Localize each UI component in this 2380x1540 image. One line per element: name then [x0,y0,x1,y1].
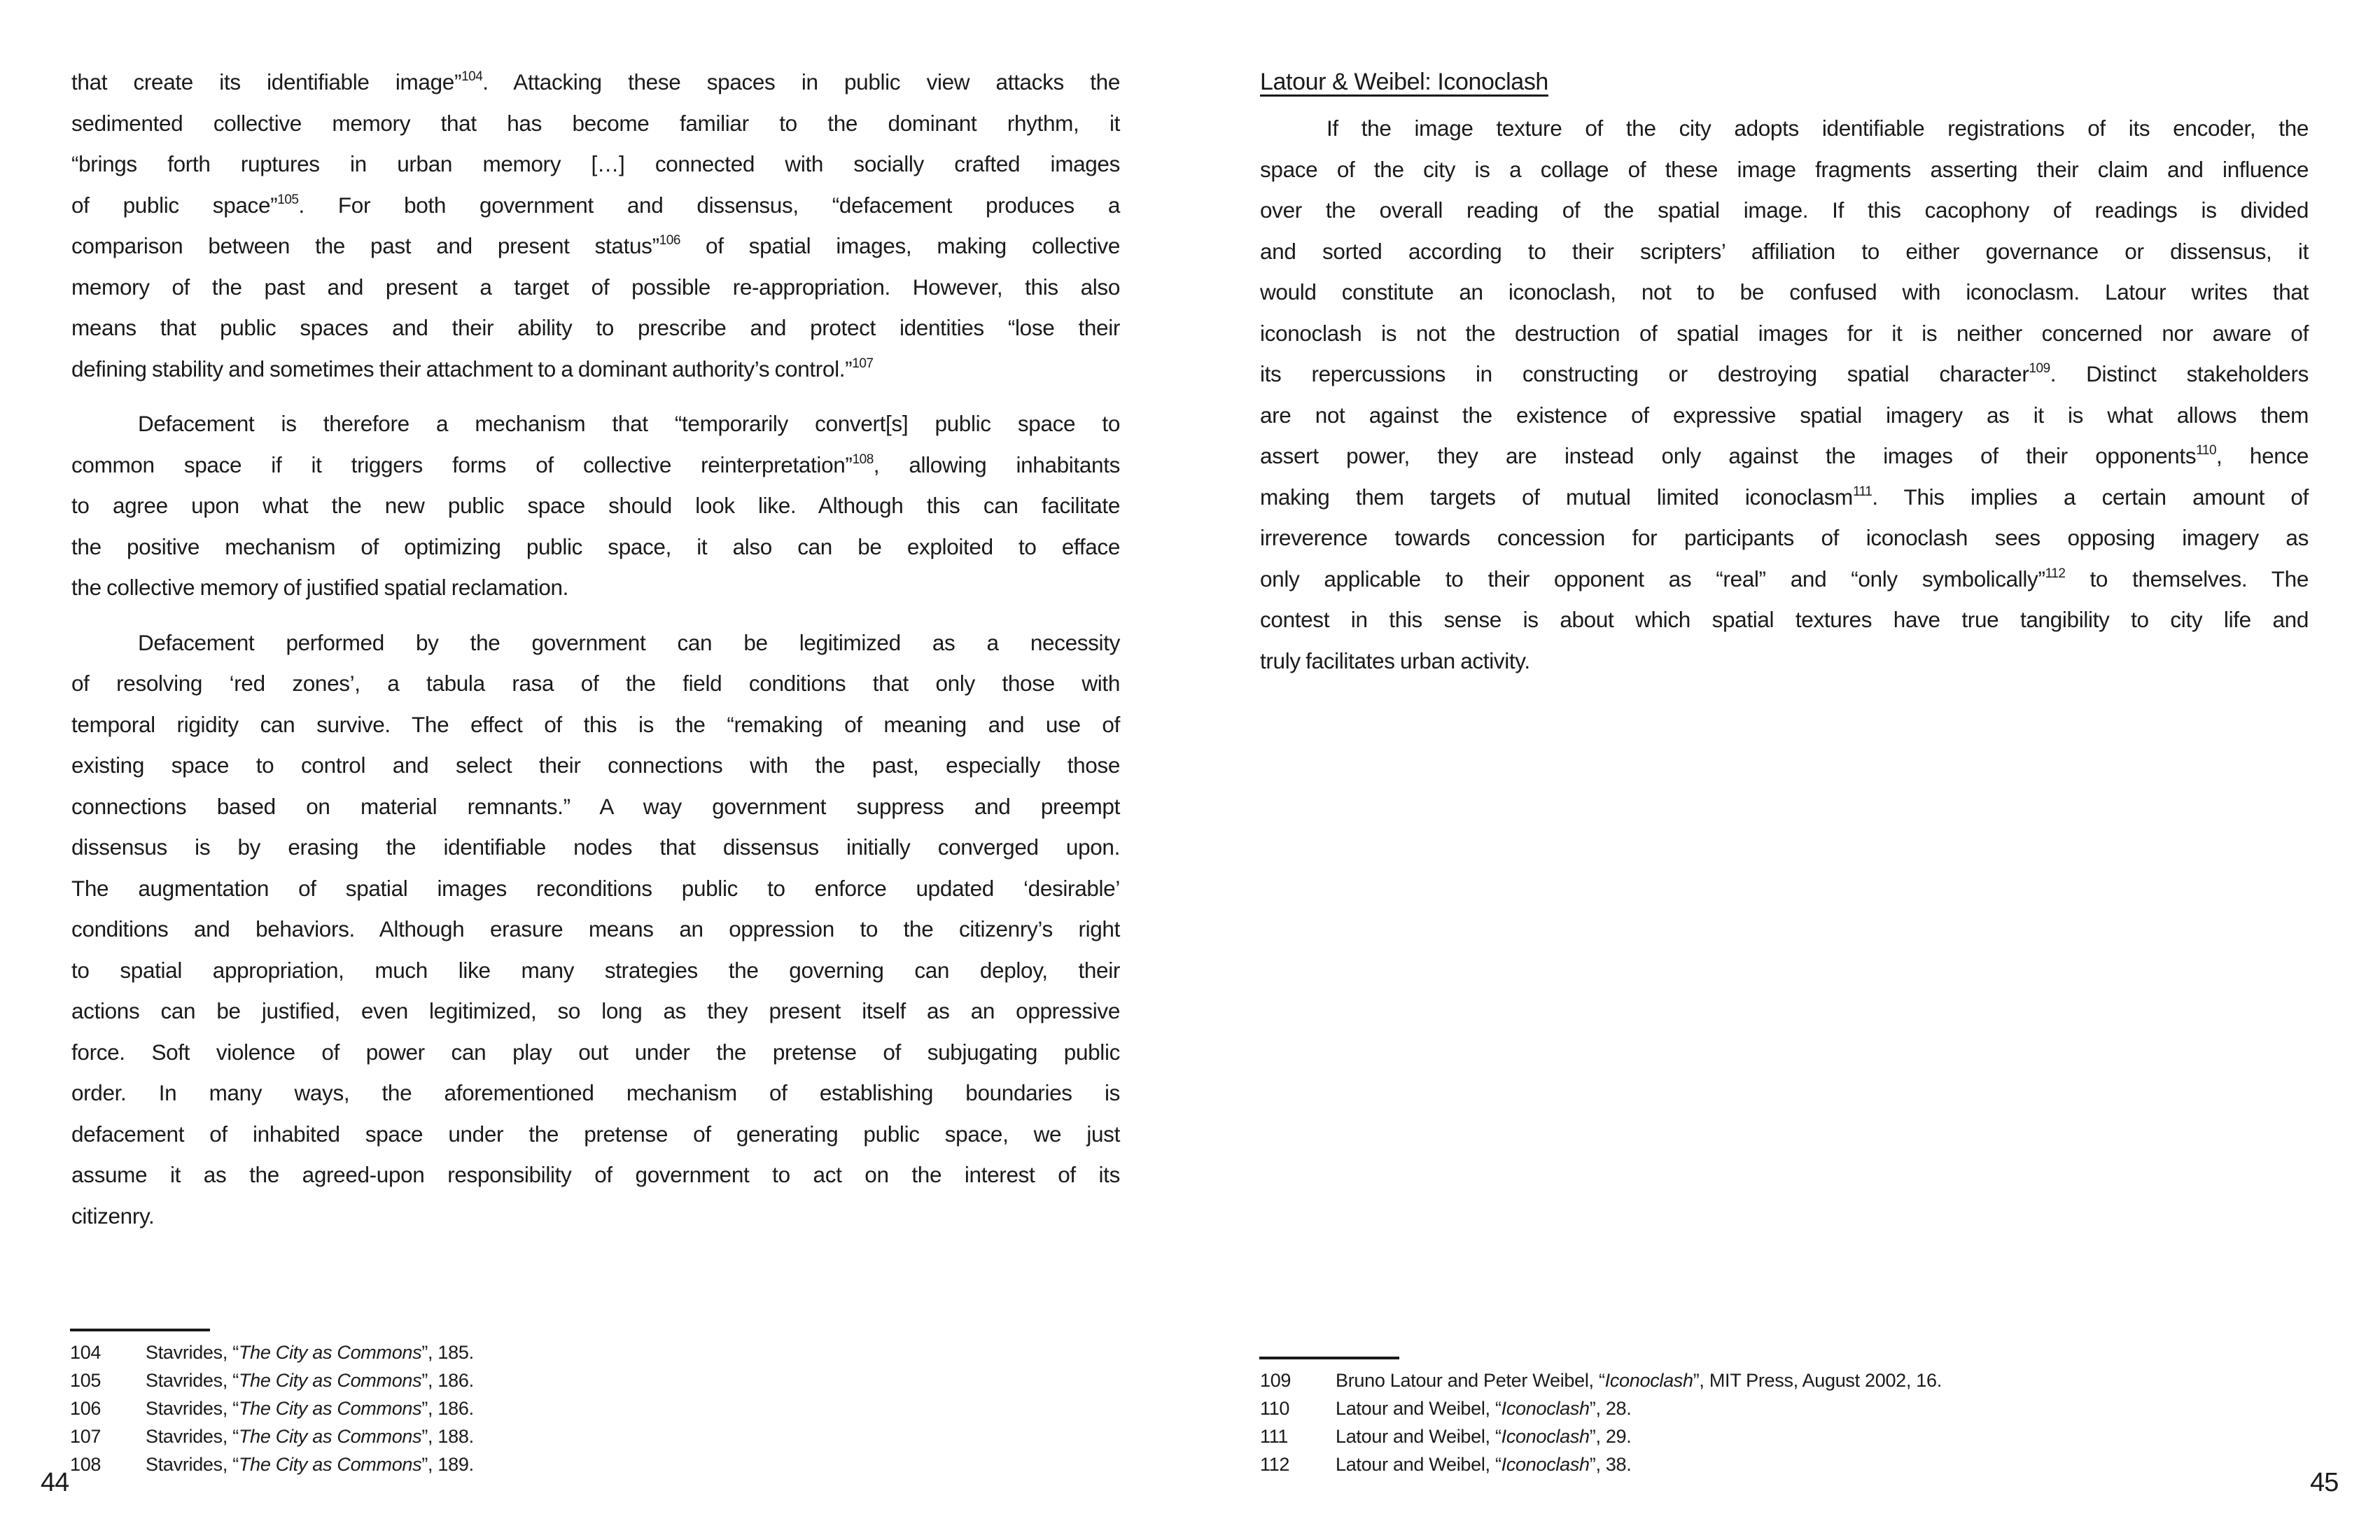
text-line [71,1196,1120,1237]
text-run: . Attacking these spaces in public view attacks the [482,69,1120,94]
paragraph [1260,108,2309,681]
text-run: making them targets of mutual limited iconoclasm [1260,484,1853,510]
text-line [71,225,1120,267]
paragraph [71,62,1120,389]
text-run: Defacement performed by the government can be legitimized as a necessity [138,629,1120,655]
text-run: . Distinct stakeholders [2050,361,2309,386]
text-run: irreverence towards concession for participants of iconoclash sees opposing imagery as [1260,525,2309,550]
text-line [1260,108,2309,149]
text-line [1260,477,2309,518]
text-run: memory of the past and present a target of possible re-appropriation. However, this also [71,274,1120,300]
citation-run: Stavrides, “ [146,1370,239,1391]
text-run: order. In many ways, the aforementioned mechanism of establishing boundaries is [71,1080,1120,1105]
text-run: assume it as the agreed-upon responsibility of government to act on the interest of its [71,1162,1120,1187]
citation-run: Stavrides, “ [146,1426,239,1447]
footnote [70,1450,1050,1478]
citation-title: The City as Commons [238,1342,422,1363]
left-footnotes [70,1338,1050,1478]
text-run: citizenry. [71,1203,155,1228]
citation-run: ”, 28. [1589,1398,1632,1419]
citation-title: Iconoclash [1501,1426,1590,1447]
footnote [1260,1366,2240,1394]
text-run: existing space to control and select their connections with the past, especially those [71,752,1120,778]
text-line [71,444,1120,486]
citation-run: Stavrides, “ [146,1398,239,1419]
text-line [1260,559,2309,600]
citation-run: ”, 185. [421,1342,474,1363]
footnote-reference: 106 [659,233,680,248]
text-line [71,663,1120,704]
citation-run: ”, 38. [1589,1454,1632,1475]
text-line [1260,313,2309,354]
text-line [71,622,1120,664]
citation-run: Bruno Latour and Peter Weibel, “ [1336,1370,1605,1391]
text-line [1260,517,2309,559]
text-run: assert power, they are instead only against the images of their opponents [1260,443,2197,468]
citation-run: ”, 186. [421,1370,474,1391]
footnote-text [146,1454,474,1475]
text-line [71,62,1120,103]
text-line [1260,354,2309,395]
footnote-reference: 111 [1852,484,1872,499]
text-line [1260,640,2309,682]
citation-run: ”, 189. [421,1454,474,1475]
footnote-number: 111 [1260,1426,1289,1447]
paragraph [71,622,1120,1237]
section-heading: Latour & Weibel: Iconoclash [1260,69,1548,95]
citation-run: ”, 188. [421,1426,474,1447]
text-run: would constitute an iconoclash, not to be confused with iconoclasm. Latour writes that [1260,279,2309,304]
footnote-text [146,1426,474,1447]
citation-run: Latour and Weibel, “ [1336,1398,1502,1419]
text-run: actions can be justified, even legitimized, so long as they present itself as an oppressive [71,998,1120,1023]
citation-run: ”, 186. [421,1398,474,1419]
text-line [71,567,1120,608]
text-run: . For both government and dissensus, “defacement produces a [298,192,1120,218]
footnote-reference: 107 [852,356,874,371]
text-line [71,103,1120,144]
text-run: to agree upon what the new public space should look like. Although this can facilitate [71,493,1120,518]
right-paragraphs [1260,108,2309,681]
text-run: sedimented collective memory that has become familiar to the dominant rhythm, it [71,110,1120,136]
text-line [71,704,1120,746]
footnote-reference: 105 [277,192,299,207]
text-line [71,307,1120,349]
text-line [71,827,1120,868]
text-line [71,1154,1120,1196]
text-line [1260,272,2309,313]
text-run: If the image texture of the city adopts identifiable registrations of its encoder, the [1326,115,2309,141]
text-line [1260,599,2309,640]
text-line [71,909,1120,950]
footnote-number: 107 [70,1426,102,1447]
text-run: its repercussions in constructing or destroying spatial character [1260,361,2029,386]
text-run: of public space” [71,192,278,218]
page-number-right: 45 [2310,1468,2339,1497]
text-run: “brings forth ruptures in urban memory […] connected with socially crafted images [71,151,1120,176]
citation-run: Latour and Weibel, “ [1336,1426,1502,1447]
footnote-separator [1259,1357,1399,1359]
text-line [71,950,1120,991]
footnote-separator [70,1329,210,1331]
footnote-reference: 112 [2045,566,2066,581]
citation-run: ”, MIT Press, August 2002, 16. [1693,1370,1942,1391]
text-run: over the overall reading of the spatial image. If this cacophony of readings is divided [1260,197,2309,223]
text-run: force. Soft violence of power can play out under the pretense of subjugating public [71,1039,1120,1065]
text-line [71,526,1120,568]
text-run: Defacement is therefore a mechanism that “temporarily convert[s] public space to [138,411,1120,436]
page-number-left: 44 [41,1468,69,1497]
footnote [70,1422,1050,1450]
text-run: space of the city is a collage of these image fragments asserting their claim and influence [1260,156,2309,182]
citation-title: Iconoclash [1501,1398,1590,1419]
text-run: are not against the existence of expressive spatial imagery as it is what allows them [1260,402,2309,428]
footnote-text [1336,1454,1631,1475]
footnote-text [146,1370,474,1391]
text-run: defacement of inhabited space under the pretense of generating public space, we just [71,1121,1120,1147]
footnote [70,1394,1050,1422]
text-run: temporal rigidity can survive. The effect of this is the “remaking of meaning and use of [71,711,1120,737]
citation-title: Iconoclash [1604,1370,1693,1391]
footnote-text [146,1398,474,1419]
section-heading-block [1260,62,2309,108]
citation-title: The City as Commons [238,1454,422,1475]
text-line [1260,190,2309,231]
text-run: that create its identifiable image” [71,69,462,94]
citation-title: The City as Commons [238,1426,422,1447]
text-run: to themselves. The [2065,566,2309,592]
text-run: means that public spaces and their ability to prescribe and protect identities “lose their [71,315,1120,340]
text-line [71,144,1120,185]
citation-title: The City as Commons [238,1370,422,1391]
text-line [71,990,1120,1032]
footnote-reference: 109 [2029,361,2050,376]
text-line [71,1032,1120,1073]
text-run: of resolving ‘red zones’, a tabula rasa of the field conditions that only those with [71,671,1120,696]
text-line [1260,395,2309,436]
text-line [71,403,1120,444]
text-run: contest in this sense is about which spatial textures have true tangibility to city life and [1260,607,2309,632]
text-run: the positive mechanism of optimizing public space, it also can be exploited to efface [71,533,1120,559]
text-run: connections based on material remnants.” A way government suppress and preempt [71,793,1120,819]
text-run: only applicable to their opponent as “real” and “only symbolically” [1260,566,2045,592]
footnote-number: 112 [1260,1454,1290,1475]
footnote [70,1338,1050,1366]
text-run: , hence [2216,443,2309,468]
text-line [71,786,1120,827]
footnote [70,1366,1050,1394]
text-run: common space if it triggers forms of collective reinterpretation” [71,451,853,477]
citation-run: Stavrides, “ [146,1342,239,1363]
footnote [1260,1394,2240,1422]
text-line [71,745,1120,786]
footnote-text [146,1342,474,1363]
text-run: dissensus is by erasing the identifiable nodes that dissensus initially converged upon. [71,834,1120,860]
text-run: The augmentation of spatial images reconditions public to enforce updated ‘desirable’ [71,875,1120,901]
citation-title: The City as Commons [238,1398,422,1419]
text-line [71,349,1120,390]
text-run: , allowing inhabitants [873,451,1120,477]
text-run: . This implies a certain amount of [1872,484,2309,510]
footnote-number: 109 [1260,1370,1292,1391]
text-run: and sorted according to their scripters’ affiliation to either governance or dissensus, it [1260,238,2309,264]
right-body-text [1260,62,2309,695]
footnote-number: 106 [70,1398,102,1419]
right-page [1190,0,2380,1540]
text-line [1260,435,2309,477]
text-line [71,485,1120,526]
text-line [1260,149,2309,190]
text-run: the collective memory of justified spatial reclamation. [71,575,569,600]
text-run: truly facilitates urban activity. [1260,648,1530,673]
footnote [1260,1450,2240,1478]
citation-run: Stavrides, “ [146,1454,239,1475]
text-run: to spatial appropriation, much like many strategies the governing can deploy, their [71,957,1120,983]
text-line [71,1114,1120,1155]
text-run: of spatial images, making collective [680,233,1120,258]
left-body-text [71,62,1120,1250]
text-run: conditions and behaviors. Although erasure means an oppression to the citizenry’s right [71,916,1120,941]
citation-title: Iconoclash [1501,1454,1590,1475]
footnote-text [1336,1370,1942,1391]
footnote-number: 110 [1260,1398,1290,1419]
text-line [1260,231,2309,272]
citation-run: ”, 29. [1589,1426,1632,1447]
footnote-number: 104 [70,1342,102,1363]
text-run: iconoclash is not the destruction of spatial images for it is neither concerned nor aware of [1260,320,2309,346]
footnote-number: 108 [70,1454,102,1475]
footnote-reference: 108 [852,451,874,467]
footnote-text [1336,1398,1631,1419]
text-run: defining stability and sometimes their attachment to a dominant authority’s control.” [71,356,853,382]
footnote-number: 105 [70,1370,102,1391]
text-line [71,267,1120,308]
text-line [71,185,1120,226]
text-run: comparison between the past and present status” [71,233,659,258]
right-footnotes [1260,1366,2240,1478]
footnote-reference: 110 [2196,443,2217,458]
footnote-reference: 104 [461,69,483,84]
footnote [1260,1422,2240,1450]
citation-run: Latour and Weibel, “ [1336,1454,1502,1475]
text-line [71,1072,1120,1114]
footnote-text [1336,1426,1631,1447]
paragraph [71,403,1120,608]
text-line [71,868,1120,909]
